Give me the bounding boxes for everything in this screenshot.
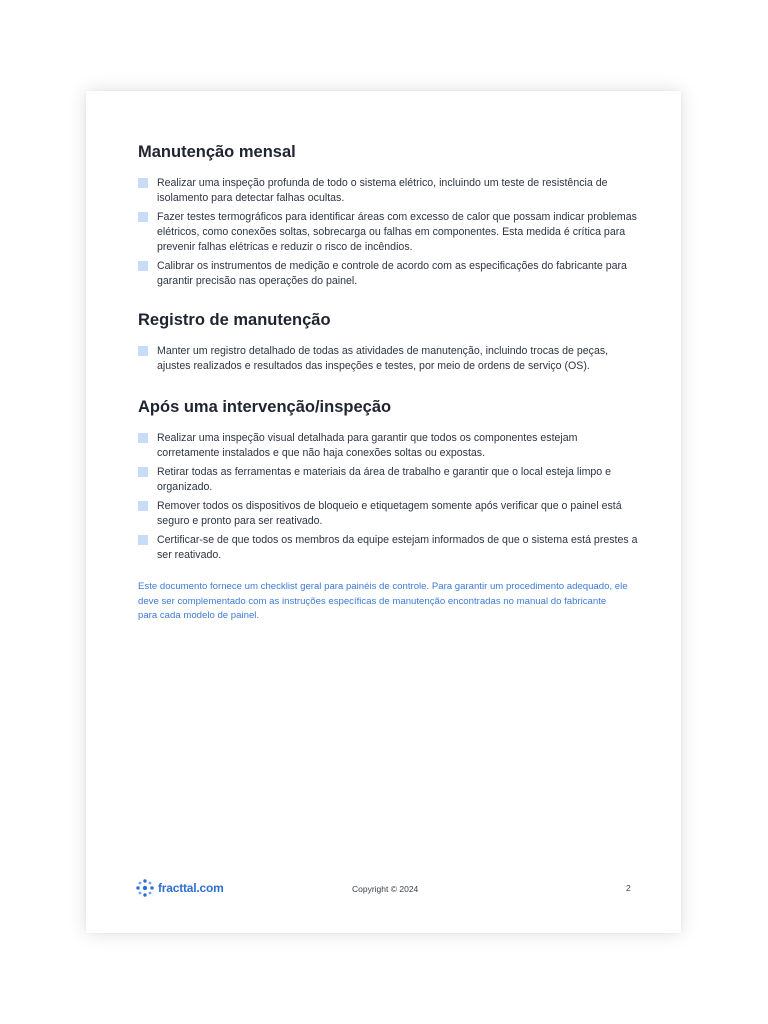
list-item xyxy=(138,344,638,374)
list-item-text: Remover todos os dispositivos de bloqueio e etiquetagem somente após verificar que o painel está seguro e pronto para ser reativado. xyxy=(157,500,622,527)
checklist xyxy=(138,431,638,563)
section-monthly-maintenance xyxy=(138,141,638,289)
checkbox-bullet-icon xyxy=(138,261,148,271)
list-item-text: Certificar-se de que todos os membros da equipe estejam informados de que o sistema está prestes a ser reativado. xyxy=(157,534,638,561)
document-page xyxy=(86,91,681,933)
logo-text: fracttal.com xyxy=(158,881,224,895)
checkbox-bullet-icon xyxy=(138,467,148,477)
list-item xyxy=(138,431,638,461)
checklist xyxy=(138,344,638,374)
section-heading: Após uma intervenção/inspeção xyxy=(138,398,392,416)
disclaimer-note: Este documento fornece um checklist geral para painéis de controle. Para garantir um procedimento adequado, ele deve ser complementado com as instruções específicas de manutenção encontradas no manual do fabricante para cada modelo de painel. xyxy=(138,581,628,621)
list-item xyxy=(138,465,638,495)
checklist xyxy=(138,176,638,289)
checkbox-bullet-icon xyxy=(138,501,148,511)
list-item-text: Realizar uma inspeção profunda de todo o sistema elétrico, incluindo um teste de resistência de isolamento para detectar falhas ocultas. xyxy=(157,177,608,204)
page-content xyxy=(138,141,638,633)
checkbox-bullet-icon xyxy=(138,212,148,222)
copyright-text: Copyright © 2024 xyxy=(352,884,419,894)
section-heading: Registro de manutenção xyxy=(138,311,331,329)
list-item xyxy=(138,533,638,563)
checkbox-bullet-icon xyxy=(138,433,148,443)
section-heading: Manutenção mensal xyxy=(138,143,296,161)
checkbox-bullet-icon xyxy=(138,535,148,545)
page-number: 2 xyxy=(626,883,631,893)
checkbox-bullet-icon xyxy=(138,346,148,356)
section-maintenance-log xyxy=(138,309,638,374)
list-item-text: Calibrar os instrumentos de medição e controle de acordo com as especificações do fabricante para garantir precisão nas operações do painel. xyxy=(157,260,627,287)
fracttal-logo xyxy=(136,879,224,897)
list-item-text: Fazer testes termográficos para identificar áreas com excesso de calor que possam indicar problemas elétricos, como conexões soltas, sobrecarga ou falhas em componentes. Esta medida é crítica para prevenir falhas elétricas e reduzir o risco de incêndios. xyxy=(157,211,637,253)
list-item-text: Manter um registro detalhado de todas as atividades de manutenção, incluindo trocas de peças, ajustes realizados e resultados das inspeções e testes, por meio de ordens de serviço (OS). xyxy=(157,345,609,372)
fracttal-logo-icon xyxy=(136,879,154,897)
list-item xyxy=(138,259,638,289)
section-after-intervention xyxy=(138,396,638,563)
list-item xyxy=(138,499,638,529)
list-item xyxy=(138,176,638,206)
checkbox-bullet-icon xyxy=(138,178,148,188)
list-item-text: Retirar todas as ferramentas e materiais da área de trabalho e garantir que o local esteja limpo e organizado. xyxy=(157,466,612,493)
list-item xyxy=(138,210,638,255)
list-item-text: Realizar uma inspeção visual detalhada para garantir que todos os componentes estejam corretamente instalados e que não haja conexões soltas ou expostas. xyxy=(157,432,578,459)
